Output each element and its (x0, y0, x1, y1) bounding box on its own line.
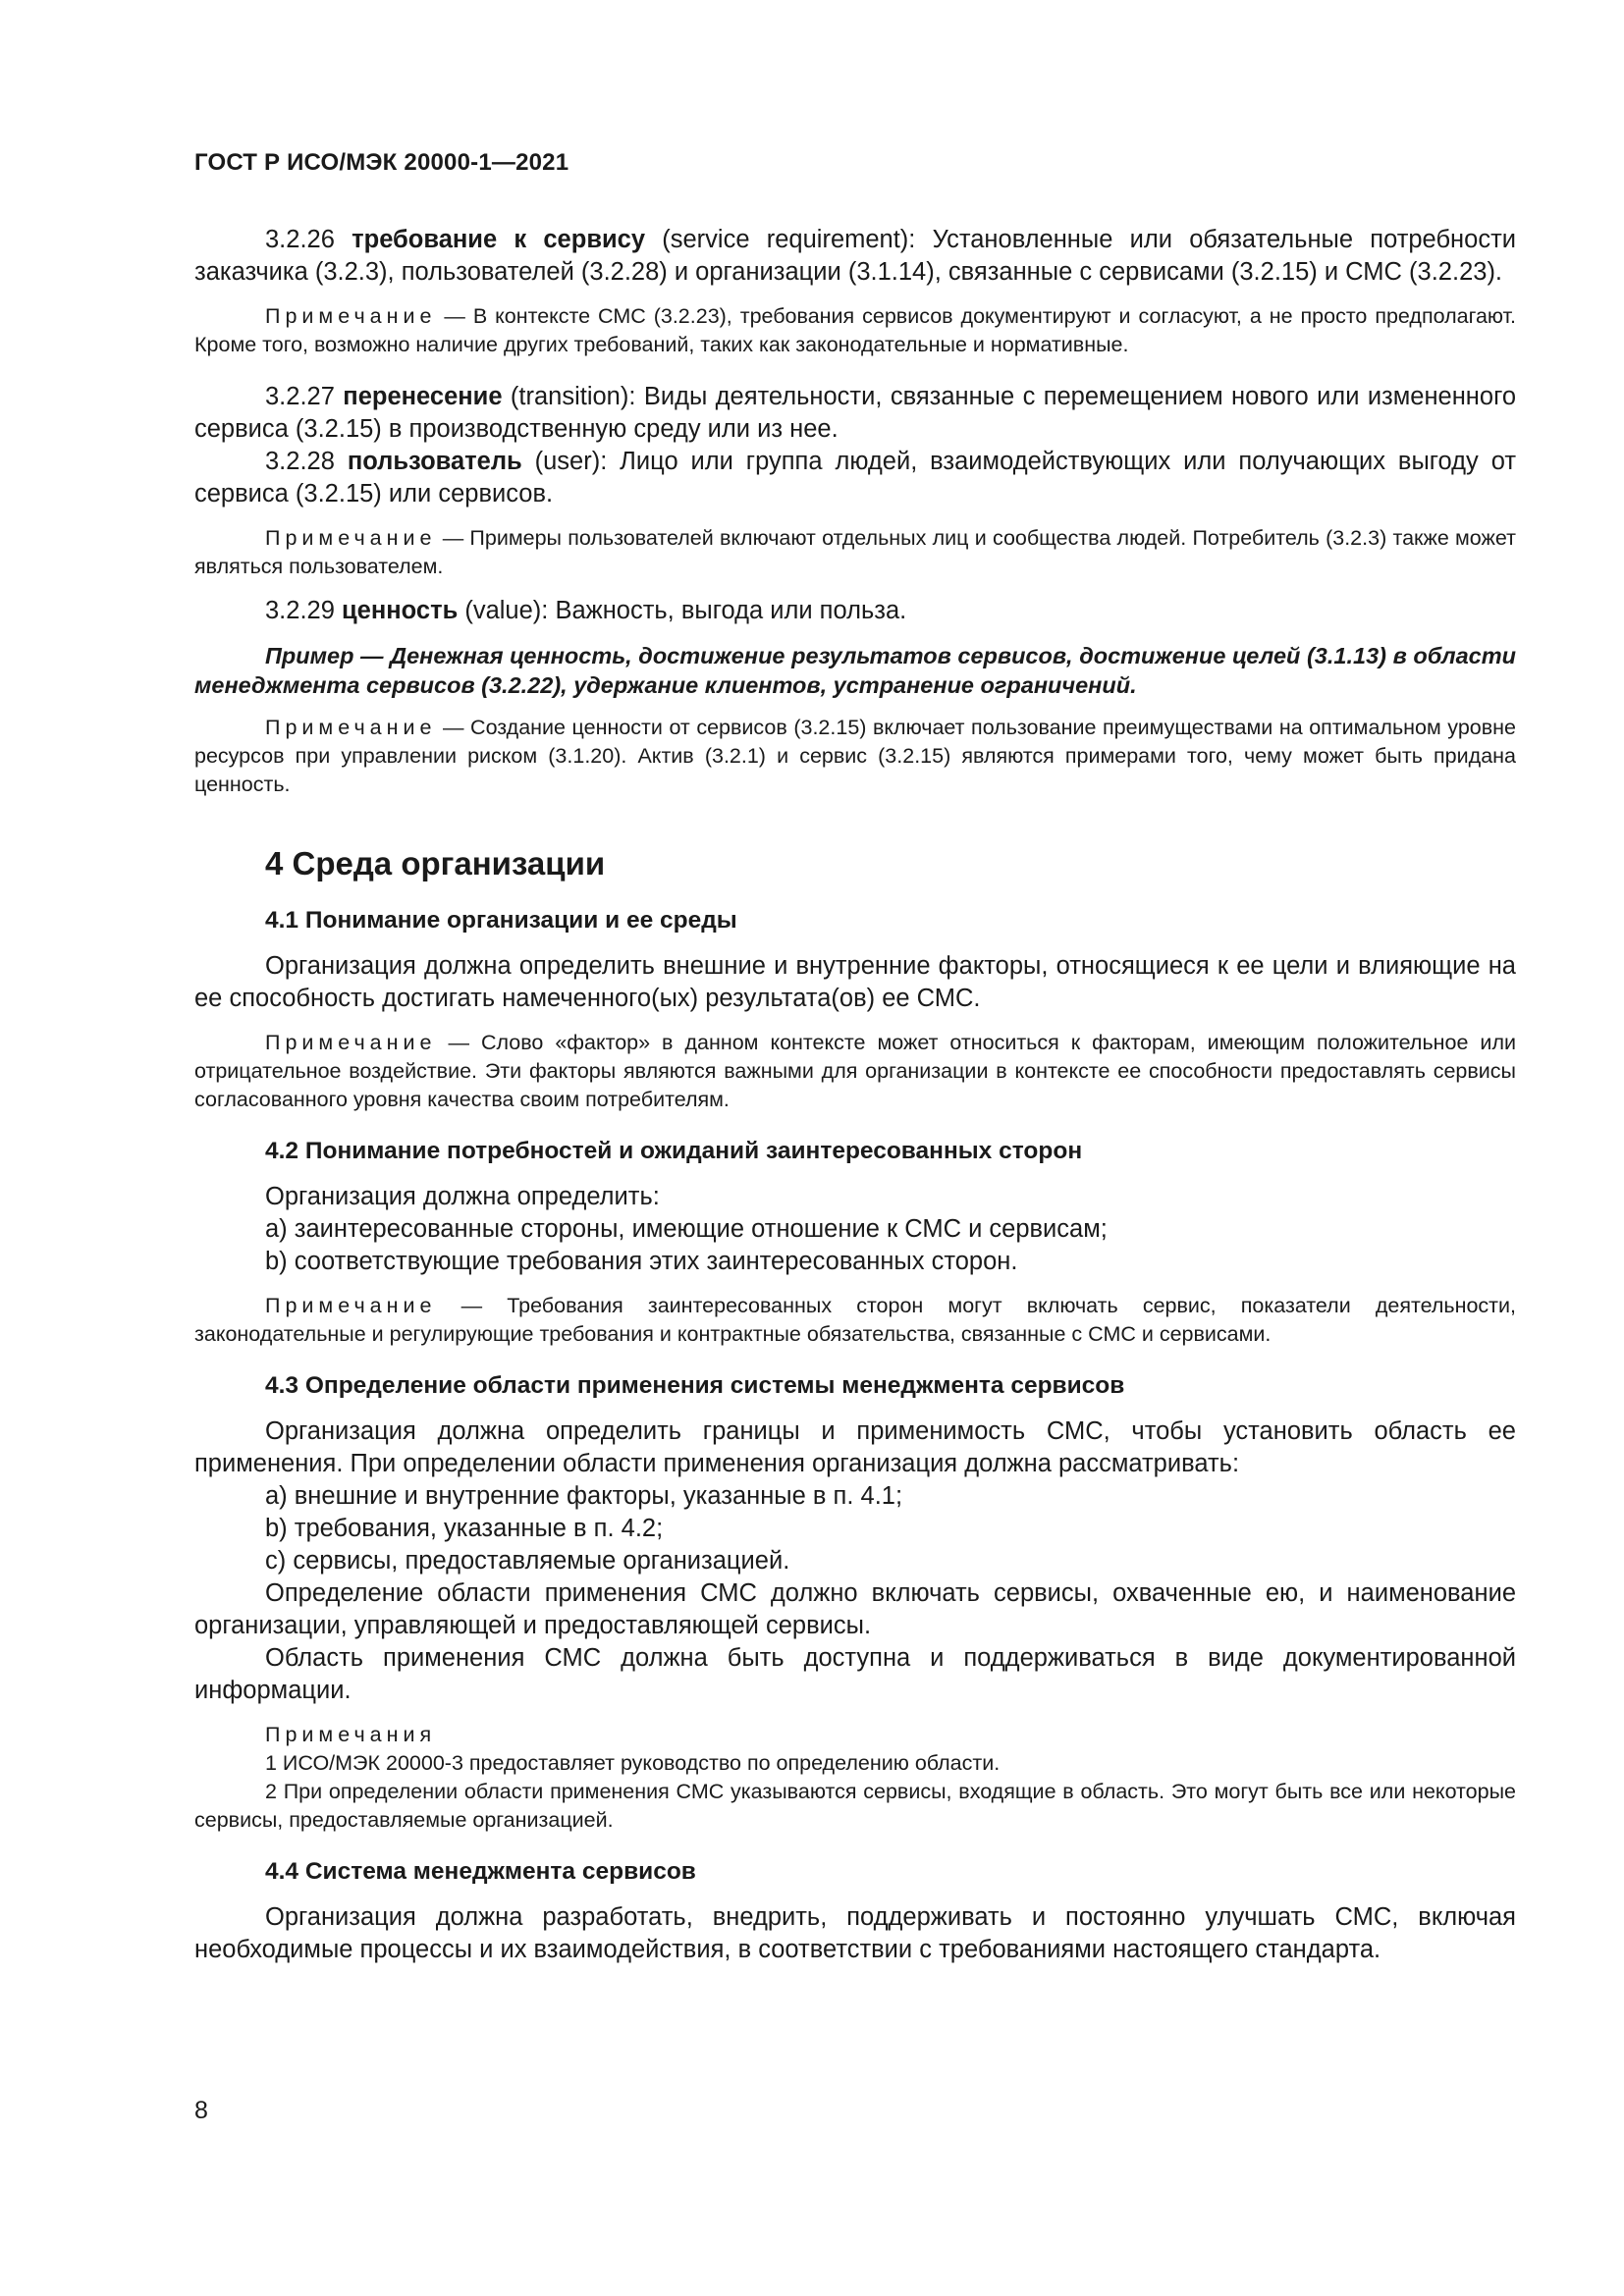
definition-text: (service requirement): Установленные или обязательные потребности заказчика (3.2.3), пользователей (3.2.28) и организации (3.1.14), связанные с сервисами (3.2.15) и СМС (3.2.23). (194, 226, 1516, 286)
definition-text: (transition): Виды деятельности, связанные с перемещением нового или измененного сервиса (3.2.15) в производственную среду или из нее. (194, 383, 1516, 443)
clause-number: 3.2.26 (265, 226, 335, 253)
document-header: ГОСТ Р ИСО/МЭК 20000-1—2021 (194, 149, 569, 176)
paragraph-4-4: Организация должна разработать, внедрить, поддерживать и постоянно улучшать СМС, включая необходимые процессы и их взаимодействия, в соответствии с требованиями настоящего стандарта. (194, 1903, 1516, 1963)
clause-number: 3.2.27 (265, 383, 335, 410)
note-4-3-1: 1 ИСО/МЭК 20000-3 предоставляет руководство по определению области. (265, 1751, 1001, 1775)
section-heading-4: 4 Среда организации (265, 845, 606, 881)
note-label: Примечание (265, 1031, 437, 1054)
term: перенесение (343, 383, 503, 410)
term: требование к сервису (352, 226, 646, 253)
note-label: Примечание (265, 1294, 437, 1317)
term: пользователь (347, 448, 522, 475)
clause-number: 3.2.28 (265, 448, 335, 475)
note-4-3-2: 2 При определении области применения СМС указываются сервисы, входящие в область. Это могут быть все или некоторые сервисы, предоставляемые организацией. (194, 1780, 1516, 1832)
paragraph-4-2-intro: Организация должна определить: (265, 1183, 660, 1210)
clause-number: 3.2.29 (265, 597, 335, 624)
page-number: 8 (194, 2097, 208, 2124)
notes-4-3-label (194, 1721, 1516, 1749)
list-item-4-2-a: a) заинтересованные стороны, имеющие отношение к СМС и сервисам; (265, 1215, 1108, 1243)
note-3-2-26 (194, 302, 1516, 359)
note-text: — В контексте СМС (3.2.23), требования сервисов документируют и согласуют, а не просто предполагают. Кроме того, возможно наличие других требований, таких как законодательные и нормативные. (194, 304, 1516, 356)
document-body (194, 224, 1516, 1966)
note-text: — Примеры пользователей включают отдельных лиц и сообщества людей. Потребитель (3.2.3) также может являться пользователем. (194, 526, 1516, 578)
note-label: Примечание (265, 716, 437, 739)
note-label: Примечание (265, 304, 437, 328)
list-item-4-3-a: a) внешние и внутренние факторы, указанные в п. 4.1; (265, 1482, 903, 1510)
note-label: Примечание (265, 526, 437, 550)
paragraph-4-1: Организация должна определить внешние и внутренние факторы, относящиеся к ее цели и влияющие на ее способность достигать намеченного(ых) результата(ов) ее СМС. (194, 952, 1516, 1012)
note-3-2-29 (194, 714, 1516, 799)
section-heading-4-3: 4.3 Определение области применения системы менеджмента сервисов (265, 1372, 1125, 1399)
definition-text: (user): Лицо или группа людей, взаимодействующих или получающих выгоду от сервиса (3.2.15) или сервисов. (194, 448, 1516, 507)
example-3-2-29: Пример — Денежная ценность, достижение результатов сервисов, достижение целей (3.1.13) в области менеджмента сервисов (3.2.22), удержание клиентов, устранение ограничений. (194, 643, 1516, 698)
term: ценность (342, 597, 459, 624)
paragraph-4-3-intro: Организация должна определить границы и применимость СМС, чтобы установить область ее применения. При определении области применения организация должна рассматривать: (194, 1417, 1516, 1477)
list-item-4-3-b: b) требования, указанные в п. 4.2; (265, 1515, 664, 1542)
note-text: — Требования заинтересованных сторон могут включать сервис, показатели деятельности, законодательные и регулирующие требования и контрактные обязательства, связанные с СМС и сервисами. (194, 1294, 1516, 1346)
note-text: — Создание ценности от сервисов (3.2.15) включает пользование преимуществами на оптимальном уровне ресурсов при управлении риском (3.1.20). Актив (3.2.1) и сервис (3.2.15) являются примерами того, чему может быть придана ценность. (194, 716, 1516, 796)
note-4-2 (194, 1292, 1516, 1349)
definition-3-2-27 (194, 381, 1516, 446)
section-heading-4-4: 4.4 Система менеджмента сервисов (265, 1858, 696, 1885)
note-text: — Слово «фактор» в данном контексте может относиться к факторам, имеющим положительное или отрицательное воздействие. Эти факторы являются важными для организации в контексте ее способности предоставлять сервисы согласованного уровня качества своим потребителям. (194, 1031, 1516, 1111)
list-item-4-2-b: b) соответствующие требования этих заинтересованных сторон. (265, 1248, 1018, 1275)
paragraph-4-3-scope: Определение области применения СМС должно включать сервисы, охваченные ею, и наименование организации, управляющей и предоставляющей сервисы. (194, 1579, 1516, 1639)
definition-3-2-28 (194, 446, 1516, 510)
section-heading-4-2: 4.2 Понимание потребностей и ожиданий заинтересованных сторон (265, 1138, 1083, 1164)
section-heading-4-1: 4.1 Понимание организации и ее среды (265, 907, 737, 934)
list-item-4-3-c: c) сервисы, предоставляемые организацией. (265, 1547, 790, 1575)
definition-3-2-26 (194, 224, 1516, 289)
note-3-2-28 (194, 524, 1516, 581)
definition-text: (value): Важность, выгода или польза. (458, 597, 907, 624)
paragraph-4-3-doc: Область применения СМС должна быть доступна и поддерживаться в виде документированной информации. (194, 1644, 1516, 1704)
document-page (194, 0, 1516, 2296)
notes-label: Примечания (265, 1723, 437, 1746)
definition-3-2-29 (194, 595, 1516, 627)
note-4-1 (194, 1029, 1516, 1114)
